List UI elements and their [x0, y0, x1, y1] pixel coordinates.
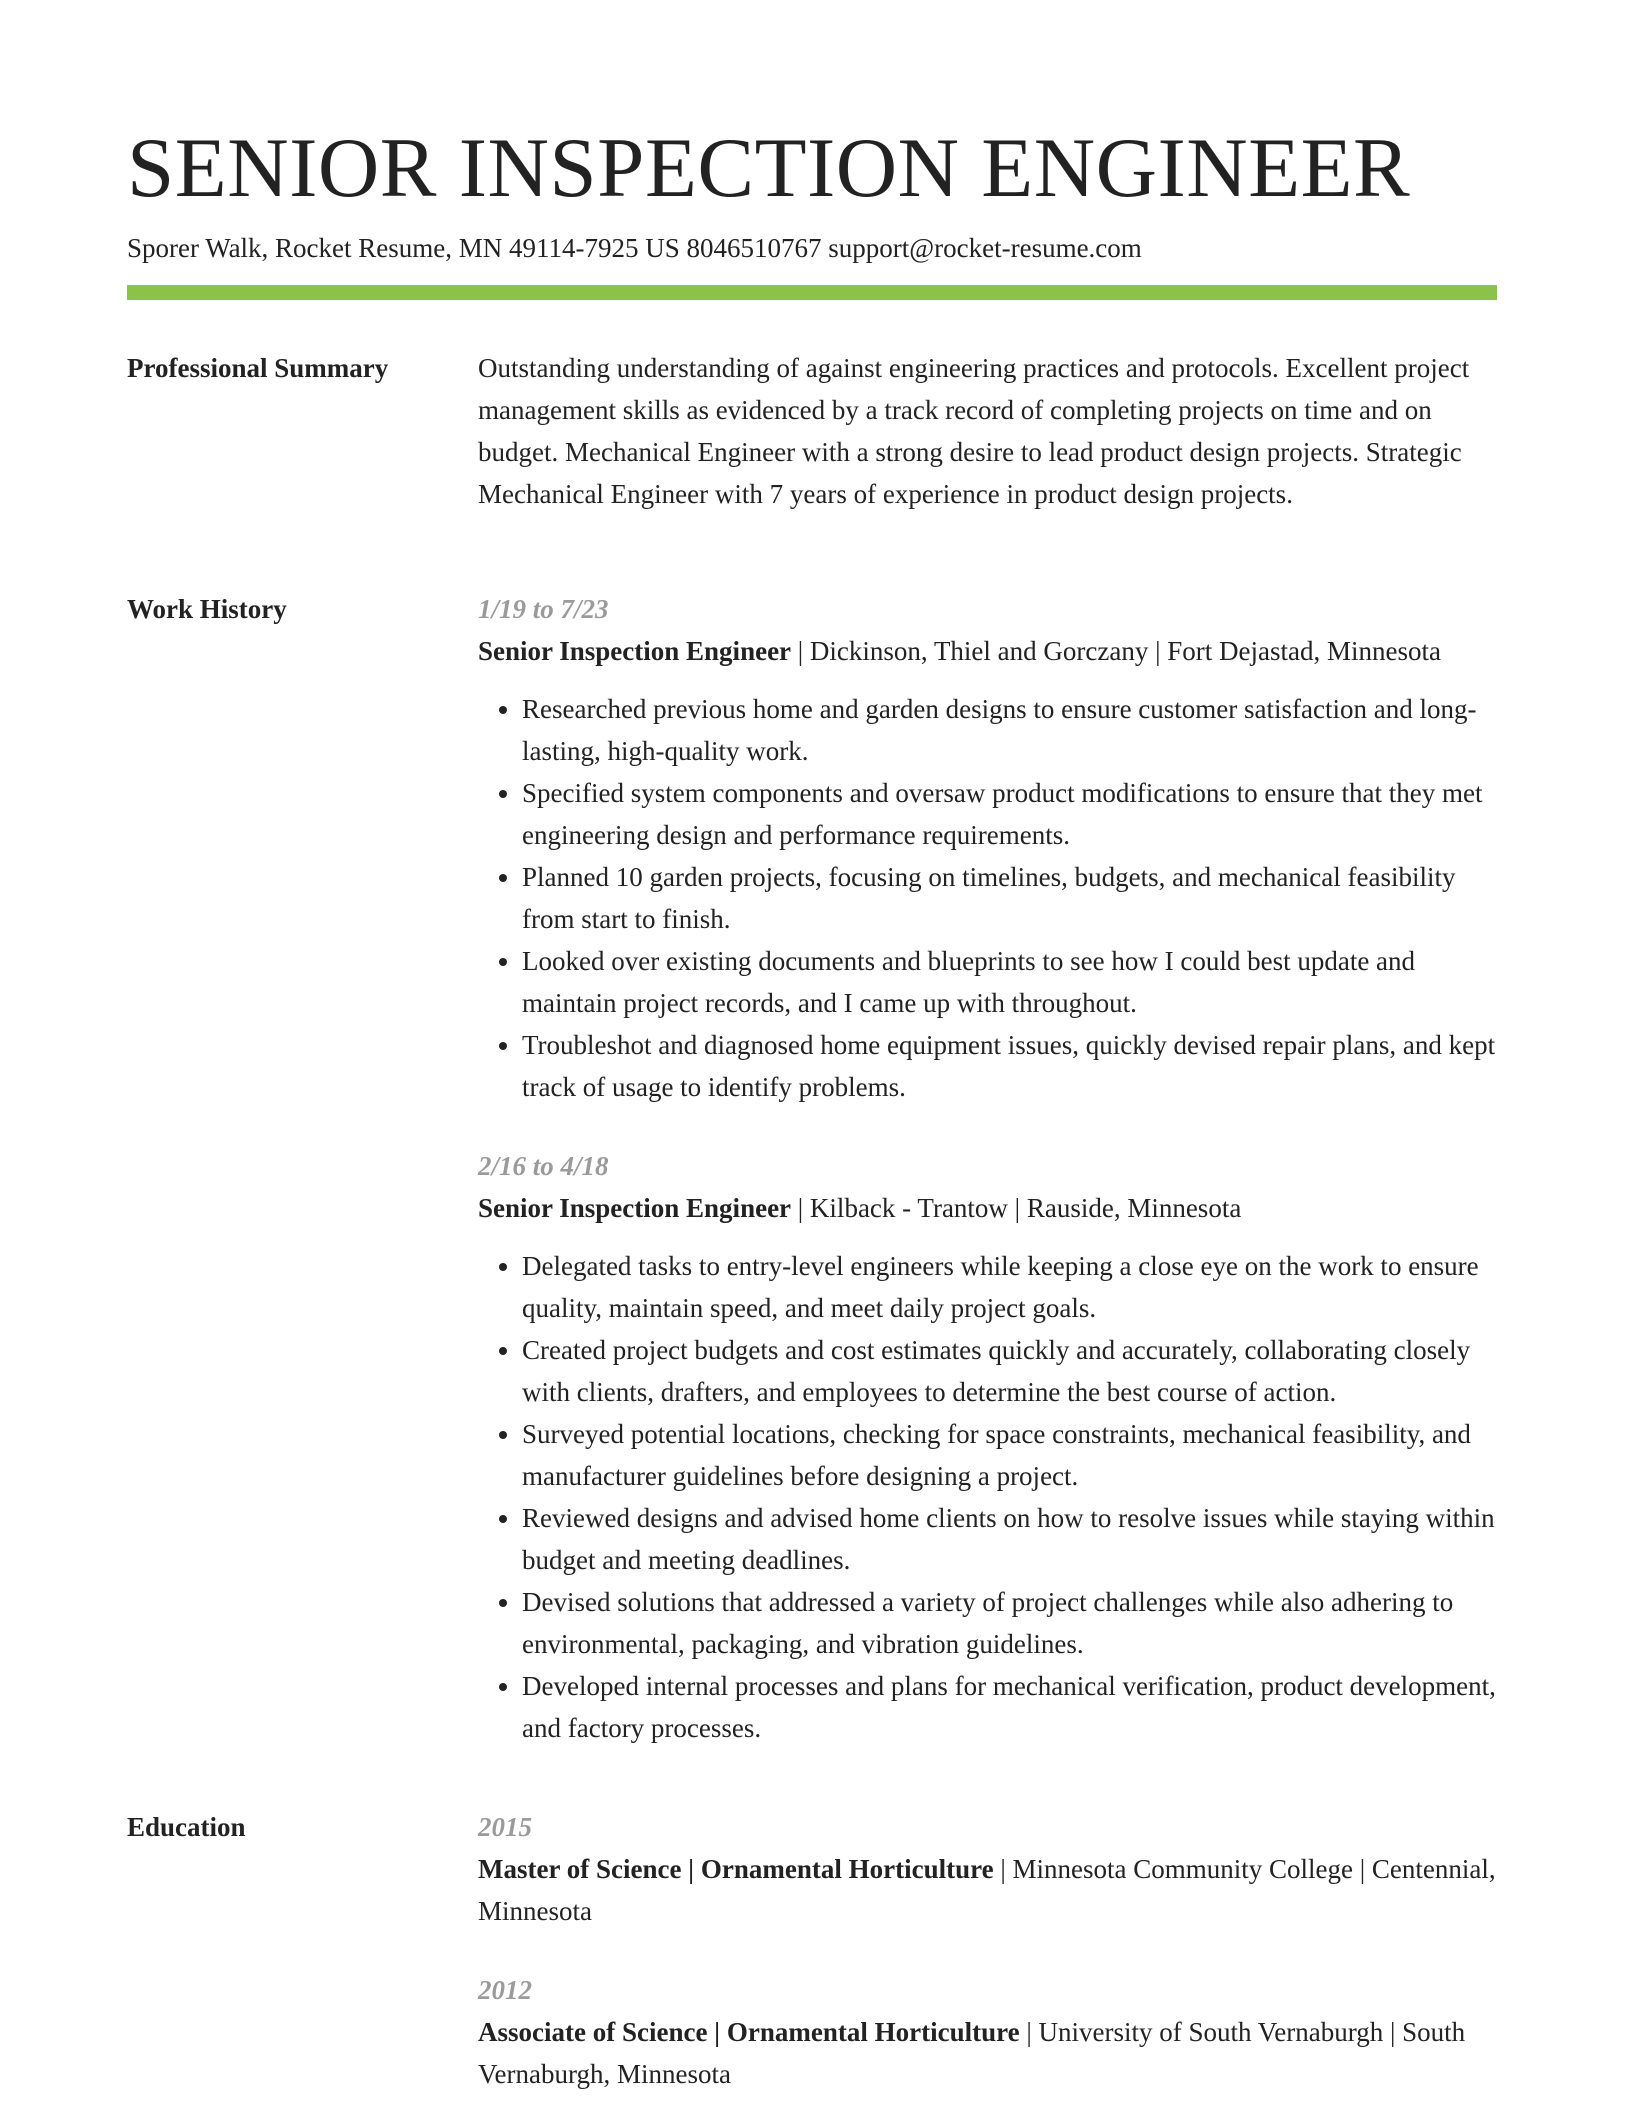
- education-content: [478, 1806, 1498, 2095]
- education-details: | Minnesota Community College | Centennial, Minnesota: [478, 1854, 1496, 1926]
- work-history-content: [478, 588, 1498, 1749]
- job-entry: [478, 1145, 1498, 1749]
- education-label: Education: [127, 1812, 246, 1842]
- education-entry: [478, 1969, 1498, 2095]
- education-entry: [478, 1806, 1498, 1932]
- job-bullets: [478, 688, 1498, 1108]
- job-bullet: • Devised solutions that addressed a variety of project challenges while also adhering to environmental, packaging, and vibration guidelines.: [522, 1581, 1498, 1665]
- job-bullet: • Surveyed potential locations, checking for space constraints, mechanical feasibility, and manufacturer guidelines before designing a project.: [522, 1413, 1498, 1497]
- job-details: | Kilback - Trantow | Rauside, Minnesota: [791, 1193, 1242, 1223]
- entry-spacer: [478, 1108, 1498, 1145]
- education-year: 2012: [478, 1975, 532, 2005]
- resume-name-heading: SENIOR INSPECTION ENGINEER: [127, 121, 1411, 215]
- education-year: 2015: [478, 1812, 532, 1842]
- job-bullet: • Planned 10 garden projects, focusing on timelines, budgets, and mechanical feasibility from start to finish.: [522, 856, 1498, 940]
- job-role-line: [478, 630, 1498, 672]
- education-degree: Associate of Science | Ornamental Horticulture: [478, 2017, 1020, 2047]
- job-title: Senior Inspection Engineer: [478, 636, 792, 666]
- job-role-line: [478, 1187, 1498, 1229]
- job-bullet: • Created project budgets and cost estimates quickly and accurately, collaborating closely with clients, drafters, and employees to determine the best course of action.: [522, 1329, 1498, 1413]
- job-dates: 1/19 to 7/23: [478, 594, 609, 624]
- education-degree-line: [478, 2011, 1498, 2095]
- job-title: Senior Inspection Engineer: [478, 1193, 792, 1223]
- entry-spacer: [478, 1932, 1498, 1969]
- job-bullet: • Reviewed designs and advised home clients on how to resolve issues while staying within budget and meeting deadlines.: [522, 1497, 1498, 1581]
- job-bullet: • Researched previous home and garden designs to ensure customer satisfaction and long-lasting, high-quality work.: [522, 688, 1498, 772]
- job-entry: [478, 588, 1498, 1108]
- job-bullet: • Troubleshot and diagnosed home equipment issues, quickly devised repair plans, and kept track of usage to identify problems.: [522, 1024, 1498, 1108]
- summary-text: Outstanding understanding of against engineering practices and protocols. Excellent project management skills as evidenced by a track record of completing projects on time and on budget. Mechanical Engineer with a strong desire to lead product design projects. Strategic Mechanical Engineer with 7 years of experience in product design projects.: [478, 353, 1470, 509]
- contact-line: Sporer Walk, Rocket Resume, MN 49114-7925 US 8046510767 support@rocket-resume.com: [127, 233, 1142, 263]
- work-history-label: Work History: [127, 594, 287, 624]
- job-bullet: • Specified system components and oversaw product modifications to ensure that they met engineering design and performance requirements.: [522, 772, 1498, 856]
- job-bullet: • Delegated tasks to entry-level engineers while keeping a close eye on the work to ensure quality, maintain speed, and meet daily project goals.: [522, 1245, 1498, 1329]
- job-bullet: • Developed internal processes and plans for mechanical verification, product development, and factory processes.: [522, 1665, 1498, 1749]
- education-details: | University of South Vernaburgh | South Vernaburgh, Minnesota: [478, 2017, 1466, 2089]
- education-degree-line: [478, 1848, 1498, 1932]
- job-dates: 2/16 to 4/18: [478, 1151, 609, 1181]
- job-bullet: • Looked over existing documents and blueprints to see how I could best update and maintain project records, and I came up with throughout.: [522, 940, 1498, 1024]
- header-divider: [127, 285, 1497, 300]
- summary-content: [478, 347, 1498, 515]
- job-bullets: [478, 1245, 1498, 1749]
- summary-label: Professional Summary: [127, 353, 389, 383]
- education-degree: Master of Science | Ornamental Horticulture: [478, 1854, 994, 1884]
- job-details: | Dickinson, Thiel and Gorczany | Fort Dejastad, Minnesota: [791, 636, 1441, 666]
